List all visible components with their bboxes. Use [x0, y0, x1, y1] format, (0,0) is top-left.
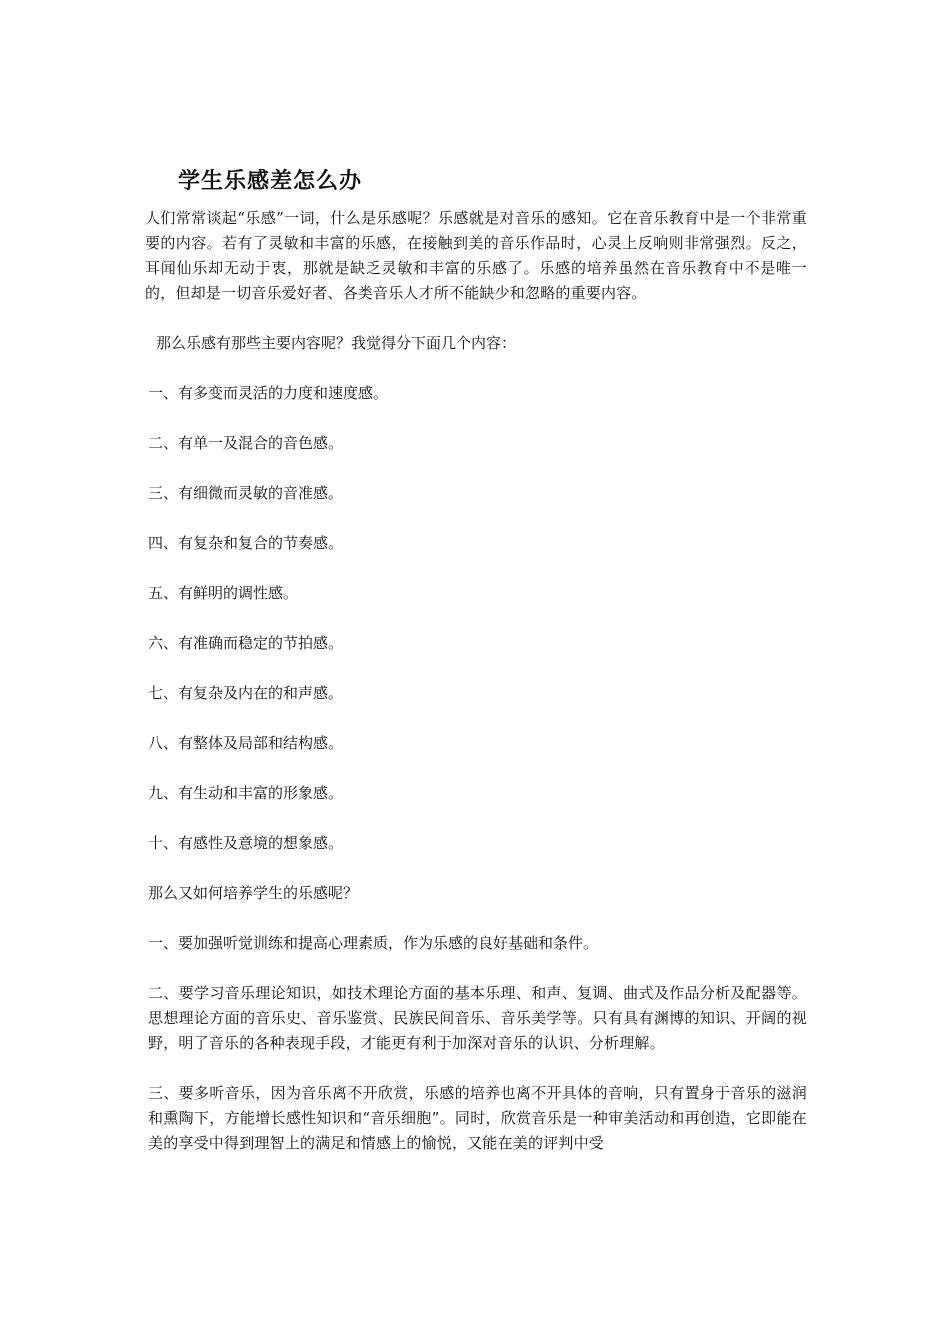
content-item-1: 一、有多变而灵活的力度和速度感。	[148, 384, 389, 402]
question-paragraph: 那么乐感有那些主要内容呢？我觉得分下面几个内容：	[156, 334, 517, 352]
method-item-3: 三、要多听音乐，因为音乐离不开欣赏，乐感的培养也离不开具体的音响，只有置身于音乐的滋润和熏陶下，方能增长感性知识和“音乐细胞”。同时，欣赏音乐是一种审美活动和再创造，它即能在美的享受中得到理智上的满足和情感上的愉悦，又能在美的评判中受	[148, 1084, 807, 1152]
content-item-3: 三、有细微而灵敏的音准感。	[148, 484, 344, 502]
spacer	[145, 556, 807, 581]
spacer	[145, 506, 807, 531]
spacer	[145, 756, 807, 781]
content-item-6: 六、有准确而稳定的节拍感。	[148, 634, 344, 652]
method-item-1: 一、要加强听觉训练和提高心理素质，作为乐感的良好基础和条件。	[148, 934, 599, 952]
content-item-5: 五、有鲜明的调性感。	[148, 584, 299, 602]
spacer	[145, 706, 807, 731]
content-item-7: 七、有复杂及内在的和声感。	[148, 684, 344, 702]
spacer	[145, 606, 807, 631]
spacer	[145, 1056, 807, 1081]
spacer	[145, 806, 807, 831]
spacer	[145, 856, 807, 881]
content-item-4: 四、有复杂和复合的节奏感。	[148, 534, 344, 552]
content-item-10: 十、有感性及意境的想象感。	[148, 834, 344, 852]
document-title: 学生乐感差怎么办	[178, 169, 363, 194]
spacer	[145, 356, 807, 381]
question-paragraph-2: 那么又如何培养学生的乐感呢？	[148, 884, 359, 902]
intro-paragraph: 人们常常谈起“乐感”一词，什么是乐感呢？乐感就是对音乐的感知。它在音乐教育中是一个非常重要的内容。若有了灵敏和丰富的乐感，在接触到美的音乐作品时，心灵上反响则非常强烈。反之，耳闻仙乐却无动于衷，那就是缺乏灵敏和丰富的乐感了。乐感的培养虽然在音乐教育中不是唯一的，但却是一切音乐爱好者、各类音乐人才所不能缺少和忽略的重要内容。	[145, 209, 807, 302]
content-item-2: 二、有单一及混合的音色感。	[148, 434, 344, 452]
spacer	[145, 956, 807, 981]
content-item-8: 八、有整体及局部和结构感。	[148, 734, 344, 752]
content-item-9: 九、有生动和丰富的形象感。	[148, 784, 344, 802]
spacer	[145, 906, 807, 931]
spacer	[145, 656, 807, 681]
spacer	[145, 406, 807, 431]
spacer	[145, 456, 807, 481]
document-body	[145, 206, 807, 1156]
spacer	[145, 306, 807, 331]
method-item-2: 二、要学习音乐理论知识，如技术理论方面的基本乐理、和声、复调、曲式及作品分析及配器等。思想理论方面的音乐史、音乐鉴赏、民族民间音乐、音乐美学等。只有具有渊博的知识、开阔的视野，明了音乐的各种表现手段，才能更有利于加深对音乐的认识、分析理解。	[148, 984, 807, 1052]
